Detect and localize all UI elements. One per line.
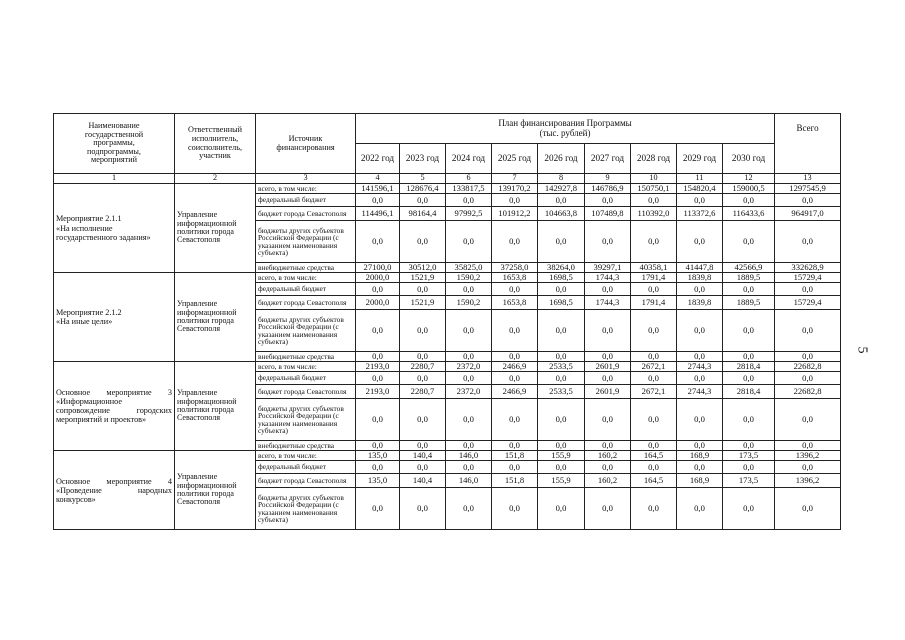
amount-cell: 0,0 — [492, 488, 538, 530]
header-year: 2025 год — [492, 144, 538, 174]
amount-cell: 0,0 — [492, 441, 538, 451]
amount-cell: 0,0 — [723, 488, 775, 530]
total-cell: 0,0 — [775, 399, 841, 441]
amount-cell: 0,0 — [631, 372, 677, 385]
amount-cell: 146,0 — [446, 474, 492, 488]
amount-cell: 2744,3 — [677, 362, 723, 372]
amount-cell: 0,0 — [723, 441, 775, 451]
amount-cell: 0,0 — [446, 461, 492, 474]
total-cell: 15729,4 — [775, 273, 841, 283]
amount-cell: 0,0 — [677, 194, 723, 207]
measure-name: Основное мероприятие 4 «Проведение народных конкурсов» — [54, 451, 175, 530]
amount-cell: 27100,0 — [356, 263, 400, 273]
amount-cell: 1521,9 — [400, 296, 446, 310]
header-plan: План финансирования Программы (тыс. рублей) — [356, 114, 775, 144]
amount-cell: 2372,0 — [446, 385, 492, 399]
amount-cell: 155,9 — [538, 474, 585, 488]
funding-source: всего, в том числе: — [256, 451, 356, 461]
amount-cell: 0,0 — [677, 283, 723, 296]
amount-cell: 0,0 — [631, 461, 677, 474]
amount-cell: 0,0 — [538, 488, 585, 530]
measure-executor: Управление информационной политики города Севастополя — [175, 184, 256, 273]
column-number: 9 — [585, 174, 631, 184]
amount-cell: 1590,2 — [446, 273, 492, 283]
amount-cell: 0,0 — [585, 310, 631, 352]
funding-source: бюджет города Севастополя — [256, 296, 356, 310]
amount-cell: 0,0 — [631, 194, 677, 207]
amount-cell: 0,0 — [400, 461, 446, 474]
measure-name: Мероприятие 2.1.1 «На исполнение государственного задания» — [54, 184, 175, 273]
total-cell: 0,0 — [775, 310, 841, 352]
amount-cell: 0,0 — [677, 461, 723, 474]
amount-cell: 1791,4 — [631, 273, 677, 283]
amount-cell: 42566,9 — [723, 263, 775, 273]
amount-cell: 151,8 — [492, 451, 538, 461]
amount-cell: 1521,9 — [400, 273, 446, 283]
column-number: 8 — [538, 174, 585, 184]
column-number: 3 — [256, 174, 356, 184]
financing-table — [53, 113, 841, 530]
measure-name: Основное мероприятие 3 «Информационное сопровождение городских мероприятий и проектов» — [54, 362, 175, 451]
header-year: 2030 год — [723, 144, 775, 174]
amount-cell: 135,0 — [356, 474, 400, 488]
header-name: Наименование государственной программы, подпрограммы, мероприятий — [54, 114, 175, 174]
amount-cell: 146786,9 — [585, 184, 631, 194]
amount-cell: 98164,4 — [400, 207, 446, 221]
amount-cell: 0,0 — [585, 399, 631, 441]
total-cell: 0,0 — [775, 488, 841, 530]
amount-cell: 0,0 — [585, 194, 631, 207]
amount-cell: 97992,5 — [446, 207, 492, 221]
measure-name: Мероприятие 2.1.2 «На иные цели» — [54, 273, 175, 362]
amount-cell: 0,0 — [356, 194, 400, 207]
amount-cell: 0,0 — [446, 399, 492, 441]
amount-cell: 2193,0 — [356, 362, 400, 372]
amount-cell: 39297,1 — [585, 263, 631, 273]
amount-cell: 35825,0 — [446, 263, 492, 273]
amount-cell: 0,0 — [631, 221, 677, 263]
amount-cell: 1744,3 — [585, 296, 631, 310]
amount-cell: 2601,9 — [585, 362, 631, 372]
amount-cell: 0,0 — [492, 310, 538, 352]
amount-cell: 2818,4 — [723, 385, 775, 399]
amount-cell: 110392,0 — [631, 207, 677, 221]
amount-cell: 0,0 — [492, 194, 538, 207]
amount-cell: 0,0 — [723, 352, 775, 362]
amount-cell: 0,0 — [356, 461, 400, 474]
total-cell: 0,0 — [775, 352, 841, 362]
amount-cell: 0,0 — [356, 221, 400, 263]
amount-cell: 1839,8 — [677, 296, 723, 310]
table-row — [54, 184, 841, 194]
amount-cell: 0,0 — [538, 194, 585, 207]
amount-cell: 101912,2 — [492, 207, 538, 221]
amount-cell: 0,0 — [446, 488, 492, 530]
amount-cell: 2533,5 — [538, 385, 585, 399]
header-year: 2026 год — [538, 144, 585, 174]
amount-cell: 38264,0 — [538, 263, 585, 273]
total-cell: 15729,4 — [775, 296, 841, 310]
amount-cell: 0,0 — [723, 399, 775, 441]
funding-source: внебюджетные средства — [256, 263, 356, 273]
amount-cell: 0,0 — [677, 310, 723, 352]
amount-cell: 0,0 — [356, 488, 400, 530]
measure-executor: Управление информационной политики города Севастополя — [175, 362, 256, 451]
amount-cell: 0,0 — [446, 352, 492, 362]
amount-cell: 154820,4 — [677, 184, 723, 194]
amount-cell: 2818,4 — [723, 362, 775, 372]
amount-cell: 0,0 — [492, 283, 538, 296]
amount-cell: 0,0 — [400, 194, 446, 207]
funding-source: бюджет города Севастополя — [256, 474, 356, 488]
total-cell: 1396,2 — [775, 474, 841, 488]
amount-cell: 1889,5 — [723, 273, 775, 283]
funding-source: бюджет города Севастополя — [256, 385, 356, 399]
amount-cell: 1653,8 — [492, 296, 538, 310]
column-number: 5 — [400, 174, 446, 184]
amount-cell: 0,0 — [677, 372, 723, 385]
amount-cell: 0,0 — [677, 399, 723, 441]
total-cell: 332628,9 — [775, 263, 841, 273]
total-cell: 0,0 — [775, 194, 841, 207]
amount-cell: 0,0 — [446, 283, 492, 296]
amount-cell: 2280,7 — [400, 385, 446, 399]
amount-cell: 2000,0 — [356, 296, 400, 310]
amount-cell: 1744,3 — [585, 273, 631, 283]
amount-cell: 0,0 — [400, 441, 446, 451]
amount-cell: 0,0 — [723, 194, 775, 207]
amount-cell: 1791,4 — [631, 296, 677, 310]
amount-cell: 0,0 — [538, 352, 585, 362]
amount-cell: 141596,1 — [356, 184, 400, 194]
amount-cell: 139170,2 — [492, 184, 538, 194]
header-year: 2027 год — [585, 144, 631, 174]
amount-cell: 142927,8 — [538, 184, 585, 194]
amount-cell: 0,0 — [538, 310, 585, 352]
header-year: 2028 год — [631, 144, 677, 174]
measure-executor: Управление информационной политики города Севастополя — [175, 273, 256, 362]
amount-cell: 30512,0 — [400, 263, 446, 273]
funding-source: внебюджетные средства — [256, 441, 356, 451]
amount-cell: 1653,8 — [492, 273, 538, 283]
total-cell: 1396,2 — [775, 451, 841, 461]
amount-cell: 0,0 — [356, 352, 400, 362]
amount-cell: 0,0 — [446, 221, 492, 263]
header-year: 2022 год — [356, 144, 400, 174]
header-year: 2029 год — [677, 144, 723, 174]
column-number: 6 — [446, 174, 492, 184]
amount-cell: 114496,1 — [356, 207, 400, 221]
funding-source: федеральный бюджет — [256, 194, 356, 207]
funding-source: федеральный бюджет — [256, 372, 356, 385]
amount-cell: 1698,5 — [538, 296, 585, 310]
funding-source: бюджет города Севастополя — [256, 207, 356, 221]
amount-cell: 0,0 — [723, 221, 775, 263]
funding-source: федеральный бюджет — [256, 283, 356, 296]
amount-cell: 168,9 — [677, 474, 723, 488]
funding-source: всего, в том числе: — [256, 362, 356, 372]
amount-cell: 2533,5 — [538, 362, 585, 372]
amount-cell: 1698,5 — [538, 273, 585, 283]
amount-cell: 128676,4 — [400, 184, 446, 194]
amount-cell: 37258,0 — [492, 263, 538, 273]
column-number: 13 — [775, 174, 841, 184]
amount-cell: 0,0 — [538, 221, 585, 263]
amount-cell: 0,0 — [677, 221, 723, 263]
amount-cell: 0,0 — [446, 441, 492, 451]
amount-cell: 155,9 — [538, 451, 585, 461]
amount-cell: 0,0 — [585, 221, 631, 263]
amount-cell: 159000,5 — [723, 184, 775, 194]
column-number: 2 — [175, 174, 256, 184]
total-cell: 0,0 — [775, 283, 841, 296]
funding-source: бюджеты других субъектов Российской Федерации (с указанием наименования субъекта) — [256, 221, 356, 263]
amount-cell: 0,0 — [492, 372, 538, 385]
amount-cell: 0,0 — [400, 310, 446, 352]
amount-cell: 2672,1 — [631, 362, 677, 372]
amount-cell: 2000,0 — [356, 273, 400, 283]
amount-cell: 140,4 — [400, 451, 446, 461]
total-cell: 0,0 — [775, 221, 841, 263]
amount-cell: 0,0 — [400, 283, 446, 296]
amount-cell: 116433,6 — [723, 207, 775, 221]
amount-cell: 0,0 — [538, 461, 585, 474]
amount-cell: 0,0 — [400, 372, 446, 385]
table-row — [54, 451, 841, 461]
amount-cell: 0,0 — [631, 488, 677, 530]
amount-cell: 0,0 — [400, 399, 446, 441]
amount-cell: 0,0 — [356, 310, 400, 352]
amount-cell: 0,0 — [400, 488, 446, 530]
amount-cell: 107489,8 — [585, 207, 631, 221]
amount-cell: 0,0 — [492, 399, 538, 441]
amount-cell: 168,9 — [677, 451, 723, 461]
funding-source: федеральный бюджет — [256, 461, 356, 474]
amount-cell: 0,0 — [631, 399, 677, 441]
amount-cell: 2466,9 — [492, 362, 538, 372]
header-year: 2024 год — [446, 144, 492, 174]
funding-source: бюджеты других субъектов Российской Федерации (с указанием наименования субъекта) — [256, 488, 356, 530]
amount-cell: 133817,5 — [446, 184, 492, 194]
amount-cell: 173,5 — [723, 474, 775, 488]
amount-cell: 0,0 — [723, 310, 775, 352]
amount-cell: 0,0 — [446, 194, 492, 207]
total-cell: 0,0 — [775, 441, 841, 451]
amount-cell: 104663,8 — [538, 207, 585, 221]
amount-cell: 41447,8 — [677, 263, 723, 273]
header-source: Источник финансирования — [256, 114, 356, 174]
amount-cell: 0,0 — [356, 283, 400, 296]
amount-cell: 151,8 — [492, 474, 538, 488]
amount-cell: 0,0 — [538, 372, 585, 385]
amount-cell: 0,0 — [585, 283, 631, 296]
amount-cell: 140,4 — [400, 474, 446, 488]
column-number: 7 — [492, 174, 538, 184]
total-cell: 22682,8 — [775, 362, 841, 372]
amount-cell: 40358,1 — [631, 263, 677, 273]
amount-cell: 0,0 — [492, 461, 538, 474]
funding-source: всего, в том числе: — [256, 184, 356, 194]
amount-cell: 0,0 — [356, 441, 400, 451]
amount-cell: 1839,8 — [677, 273, 723, 283]
amount-cell: 0,0 — [585, 441, 631, 451]
amount-cell: 2280,7 — [400, 362, 446, 372]
amount-cell: 2744,3 — [677, 385, 723, 399]
amount-cell: 164,5 — [631, 451, 677, 461]
amount-cell: 160,2 — [585, 451, 631, 461]
amount-cell: 0,0 — [585, 372, 631, 385]
amount-cell: 0,0 — [723, 372, 775, 385]
amount-cell: 0,0 — [631, 352, 677, 362]
amount-cell: 0,0 — [631, 310, 677, 352]
amount-cell: 164,5 — [631, 474, 677, 488]
amount-cell: 0,0 — [492, 221, 538, 263]
amount-cell: 0,0 — [538, 283, 585, 296]
amount-cell: 113372,6 — [677, 207, 723, 221]
amount-cell: 2193,0 — [356, 385, 400, 399]
funding-source: всего, в том числе: — [256, 273, 356, 283]
total-cell: 964917,0 — [775, 207, 841, 221]
column-number: 1 — [54, 174, 175, 184]
amount-cell: 173,5 — [723, 451, 775, 461]
page-number: 5 — [854, 346, 870, 354]
amount-cell: 2466,9 — [492, 385, 538, 399]
table-row — [54, 273, 841, 283]
amount-cell: 0,0 — [356, 399, 400, 441]
amount-cell: 0,0 — [446, 310, 492, 352]
amount-cell: 0,0 — [400, 352, 446, 362]
amount-cell: 1590,2 — [446, 296, 492, 310]
total-cell: 0,0 — [775, 372, 841, 385]
amount-cell: 146,0 — [446, 451, 492, 461]
amount-cell: 0,0 — [585, 488, 631, 530]
amount-cell: 135,0 — [356, 451, 400, 461]
amount-cell: 0,0 — [677, 488, 723, 530]
amount-cell: 0,0 — [631, 283, 677, 296]
amount-cell: 2672,1 — [631, 385, 677, 399]
amount-cell: 160,2 — [585, 474, 631, 488]
amount-cell: 2372,0 — [446, 362, 492, 372]
amount-cell: 0,0 — [631, 441, 677, 451]
amount-cell: 2601,9 — [585, 385, 631, 399]
header-total: Всего — [775, 114, 841, 174]
total-cell: 0,0 — [775, 461, 841, 474]
amount-cell: 0,0 — [492, 352, 538, 362]
measure-executor: Управление информационной политики города Севастополя — [175, 451, 256, 530]
amount-cell: 0,0 — [723, 461, 775, 474]
amount-cell: 0,0 — [585, 461, 631, 474]
amount-cell: 0,0 — [400, 221, 446, 263]
amount-cell: 0,0 — [723, 283, 775, 296]
amount-cell: 0,0 — [585, 352, 631, 362]
column-number: 10 — [631, 174, 677, 184]
funding-source: бюджеты других субъектов Российской Федерации (с указанием наименования субъекта) — [256, 310, 356, 352]
header-year: 2023 год — [400, 144, 446, 174]
amount-cell: 0,0 — [538, 399, 585, 441]
amount-cell: 0,0 — [677, 352, 723, 362]
column-number: 11 — [677, 174, 723, 184]
table-row — [54, 362, 841, 372]
column-number: 4 — [356, 174, 400, 184]
amount-cell: 1889,5 — [723, 296, 775, 310]
total-cell: 22682,8 — [775, 385, 841, 399]
funding-source: бюджеты других субъектов Российской Федерации (с указанием наименования субъекта) — [256, 399, 356, 441]
amount-cell: 0,0 — [677, 441, 723, 451]
amount-cell: 0,0 — [538, 441, 585, 451]
total-cell: 1297545,9 — [775, 184, 841, 194]
amount-cell: 0,0 — [446, 372, 492, 385]
column-number: 12 — [723, 174, 775, 184]
header-executor: Ответственный исполнитель, соисполнитель, участник — [175, 114, 256, 174]
amount-cell: 150750,1 — [631, 184, 677, 194]
funding-source: внебюджетные средства — [256, 352, 356, 362]
amount-cell: 0,0 — [356, 372, 400, 385]
